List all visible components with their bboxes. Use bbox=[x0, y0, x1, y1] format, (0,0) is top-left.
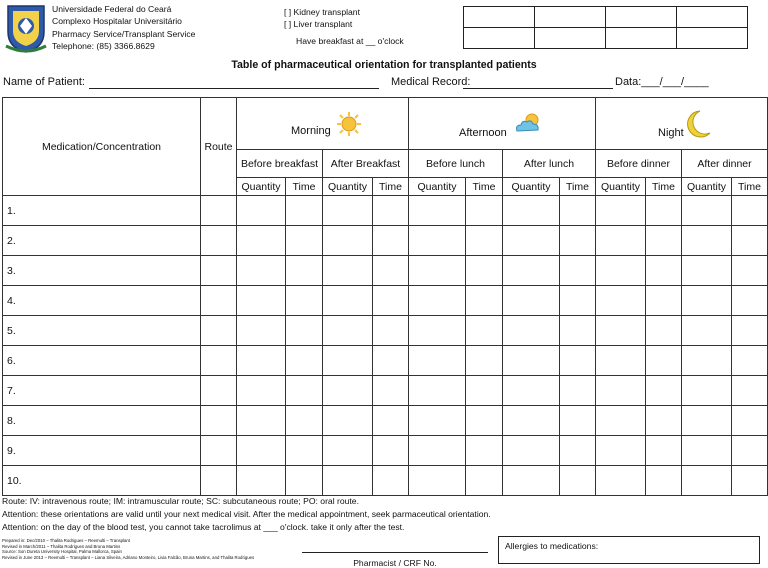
quantity-cell[interactable] bbox=[503, 286, 560, 316]
time-cell[interactable] bbox=[646, 376, 682, 406]
grid-cell[interactable] bbox=[464, 7, 535, 28]
route-cell[interactable] bbox=[201, 316, 237, 346]
medication-header: Medication/Concentration bbox=[3, 98, 201, 196]
time-cell[interactable] bbox=[732, 256, 768, 286]
time-header: Time bbox=[646, 178, 682, 196]
grid-cell[interactable] bbox=[606, 28, 677, 49]
quantity-cell[interactable] bbox=[237, 286, 286, 316]
moon-icon bbox=[684, 109, 712, 139]
patient-name-label: Name of Patient: bbox=[3, 76, 85, 88]
quantity-cell[interactable] bbox=[323, 316, 373, 346]
quantity-cell[interactable] bbox=[409, 466, 466, 496]
time-cell[interactable] bbox=[732, 316, 768, 346]
route-cell[interactable] bbox=[201, 436, 237, 466]
grid-cell[interactable] bbox=[677, 7, 748, 28]
time-cell[interactable] bbox=[646, 466, 682, 496]
time-cell[interactable] bbox=[646, 406, 682, 436]
quantity-cell[interactable] bbox=[237, 316, 286, 346]
quantity-cell[interactable] bbox=[409, 286, 466, 316]
period-label: Night bbox=[658, 126, 684, 139]
quantity-cell[interactable] bbox=[409, 346, 466, 376]
pharmacist-signature-line[interactable] bbox=[302, 552, 488, 553]
quantity-cell[interactable] bbox=[409, 436, 466, 466]
row-number: 8. bbox=[7, 414, 16, 427]
time-cell[interactable] bbox=[466, 226, 503, 256]
period-night bbox=[596, 98, 768, 150]
time-cell[interactable] bbox=[373, 376, 409, 406]
time-cell[interactable] bbox=[560, 316, 596, 346]
breakfast-note: Have breakfast at __ o'clock bbox=[296, 36, 404, 46]
quantity-cell[interactable] bbox=[596, 346, 646, 376]
kidney-transplant-checkbox[interactable]: [ ] Kidney transplant bbox=[284, 7, 360, 17]
route-cell[interactable] bbox=[201, 406, 237, 436]
time-cell[interactable] bbox=[646, 226, 682, 256]
allergies-box[interactable] bbox=[498, 536, 760, 564]
route-cell[interactable] bbox=[201, 466, 237, 496]
time-cell[interactable] bbox=[373, 316, 409, 346]
row-number: 2. bbox=[7, 234, 16, 247]
time-cell[interactable] bbox=[560, 196, 596, 226]
institution-line: Universidade Federal do Ceará bbox=[52, 4, 172, 14]
quantity-cell[interactable] bbox=[409, 376, 466, 406]
time-cell[interactable] bbox=[560, 256, 596, 286]
grid-cell[interactable] bbox=[464, 28, 535, 49]
medication-cell[interactable] bbox=[3, 436, 201, 466]
time-cell[interactable] bbox=[560, 406, 596, 436]
time-cell[interactable] bbox=[286, 196, 323, 226]
quantity-cell[interactable] bbox=[596, 316, 646, 346]
time-cell[interactable] bbox=[373, 256, 409, 286]
quantity-cell[interactable] bbox=[409, 256, 466, 286]
quantity-cell[interactable] bbox=[682, 436, 732, 466]
row-number: 6. bbox=[7, 354, 16, 367]
quantity-cell[interactable] bbox=[409, 316, 466, 346]
row-number: 1. bbox=[7, 204, 16, 217]
liver-transplant-checkbox[interactable]: [ ] Liver transplant bbox=[284, 19, 353, 29]
time-cell[interactable] bbox=[286, 316, 323, 346]
time-cell[interactable] bbox=[373, 286, 409, 316]
quantity-cell[interactable] bbox=[237, 376, 286, 406]
quantity-cell[interactable] bbox=[682, 196, 732, 226]
row-number: 10. bbox=[7, 474, 22, 487]
time-cell[interactable] bbox=[732, 286, 768, 316]
quantity-cell[interactable] bbox=[409, 406, 466, 436]
quantity-cell[interactable] bbox=[237, 256, 286, 286]
time-cell[interactable] bbox=[286, 346, 323, 376]
quantity-header: Quantity bbox=[409, 178, 466, 196]
quantity-cell[interactable] bbox=[596, 376, 646, 406]
credits bbox=[2, 538, 254, 560]
time-cell[interactable] bbox=[466, 406, 503, 436]
time-cell[interactable] bbox=[286, 376, 323, 406]
period-afternoon bbox=[409, 98, 596, 150]
medication-cell[interactable] bbox=[3, 376, 201, 406]
time-cell[interactable] bbox=[646, 196, 682, 226]
medication-cell[interactable] bbox=[3, 466, 201, 496]
medication-cell[interactable] bbox=[3, 196, 201, 226]
quantity-header: Quantity bbox=[503, 178, 560, 196]
period-morning bbox=[237, 98, 409, 150]
medical-record-field[interactable] bbox=[463, 76, 613, 89]
credit-line: Revised in June 2013 – Reemulti – Transplant – Liana Silveira, Adriano Monteiro, Livia Falcão, Bruna Martins, and Thalita Rodrigues bbox=[2, 554, 255, 560]
period-label: Morning bbox=[291, 124, 331, 137]
route-cell[interactable] bbox=[201, 346, 237, 376]
quantity-header: Quantity bbox=[596, 178, 646, 196]
quantity-cell[interactable] bbox=[237, 406, 286, 436]
university-seal-logo bbox=[4, 2, 48, 54]
sun-icon bbox=[337, 112, 361, 136]
cloud-sun-icon bbox=[513, 111, 543, 135]
meal-header: Before breakfast bbox=[237, 150, 323, 178]
quantity-cell[interactable] bbox=[503, 376, 560, 406]
route-header: Route bbox=[201, 98, 237, 196]
quantity-cell[interactable] bbox=[596, 256, 646, 286]
time-cell[interactable] bbox=[732, 346, 768, 376]
credit-line: Revised in March/2011 – Thalita Rodrigues and Bruna Martins bbox=[2, 543, 121, 549]
route-cell[interactable] bbox=[201, 256, 237, 286]
quantity-cell[interactable] bbox=[503, 316, 560, 346]
quantity-cell[interactable] bbox=[682, 376, 732, 406]
table-row bbox=[3, 466, 768, 496]
quantity-cell[interactable] bbox=[682, 406, 732, 436]
institution-line: Pharmacy Service/Transplant Service bbox=[52, 28, 196, 39]
quantity-cell[interactable] bbox=[682, 466, 732, 496]
medication-cell[interactable] bbox=[3, 226, 201, 256]
date-field[interactable]: Data:___/___/____ bbox=[615, 76, 709, 88]
time-header: Time bbox=[560, 178, 596, 196]
quantity-cell[interactable] bbox=[503, 226, 560, 256]
time-cell[interactable] bbox=[466, 346, 503, 376]
patient-name-field[interactable] bbox=[89, 76, 379, 89]
quantity-header: Quantity bbox=[323, 178, 373, 196]
table-row bbox=[3, 376, 768, 406]
time-cell[interactable] bbox=[732, 406, 768, 436]
row-number: 9. bbox=[7, 444, 16, 457]
quantity-cell[interactable] bbox=[596, 436, 646, 466]
table-row bbox=[3, 346, 768, 376]
quantity-cell[interactable] bbox=[503, 436, 560, 466]
allergies-label: Allergies to medications: bbox=[505, 541, 599, 551]
time-cell[interactable] bbox=[373, 226, 409, 256]
quantity-cell[interactable] bbox=[409, 226, 466, 256]
grid-cell[interactable] bbox=[606, 7, 677, 28]
route-cell[interactable] bbox=[201, 226, 237, 256]
quantity-cell[interactable] bbox=[682, 346, 732, 376]
medication-cell[interactable] bbox=[3, 316, 201, 346]
medical-record-label: Medical Record: bbox=[391, 76, 471, 88]
time-header: Time bbox=[373, 178, 409, 196]
quantity-cell[interactable] bbox=[596, 196, 646, 226]
time-cell[interactable] bbox=[373, 346, 409, 376]
time-cell[interactable] bbox=[560, 376, 596, 406]
credit-line: Prepared in: Dec/2010 – Thalita Rodrigues – Reemulti – Transplant bbox=[2, 538, 130, 543]
meal-header: After Breakfast bbox=[323, 150, 409, 178]
table-row bbox=[3, 316, 768, 346]
table-row bbox=[3, 286, 768, 316]
quantity-cell[interactable] bbox=[237, 436, 286, 466]
quantity-cell[interactable] bbox=[682, 316, 732, 346]
time-cell[interactable] bbox=[286, 226, 323, 256]
time-cell[interactable] bbox=[466, 256, 503, 286]
table-row bbox=[3, 226, 768, 256]
quantity-cell[interactable] bbox=[596, 466, 646, 496]
row-number: 4. bbox=[7, 294, 16, 307]
time-cell[interactable] bbox=[646, 286, 682, 316]
row-number: 7. bbox=[7, 384, 16, 397]
time-cell[interactable] bbox=[286, 256, 323, 286]
quantity-cell[interactable] bbox=[323, 436, 373, 466]
time-cell[interactable] bbox=[732, 226, 768, 256]
quantity-cell[interactable] bbox=[682, 256, 732, 286]
blood-test-note: Attention: on the day of the blood test, you cannot take tacrolimus at ___ o'clock. take it only after the test. bbox=[2, 522, 405, 532]
quantity-cell[interactable] bbox=[323, 376, 373, 406]
time-cell[interactable] bbox=[466, 316, 503, 346]
quantity-cell[interactable] bbox=[237, 226, 286, 256]
quantity-cell[interactable] bbox=[237, 466, 286, 496]
table-row bbox=[3, 256, 768, 286]
quantity-cell[interactable] bbox=[323, 196, 373, 226]
transplant-options bbox=[284, 6, 360, 30]
meal-header: Before lunch bbox=[409, 150, 503, 178]
time-cell[interactable] bbox=[732, 466, 768, 496]
table-row bbox=[3, 406, 768, 436]
quantity-cell[interactable] bbox=[596, 226, 646, 256]
quantity-cell[interactable] bbox=[596, 286, 646, 316]
medication-table bbox=[2, 97, 768, 496]
time-cell[interactable] bbox=[560, 346, 596, 376]
time-cell[interactable] bbox=[373, 436, 409, 466]
quantity-cell[interactable] bbox=[503, 196, 560, 226]
time-cell[interactable] bbox=[560, 466, 596, 496]
table-row bbox=[3, 436, 768, 466]
time-cell[interactable] bbox=[286, 286, 323, 316]
medication-cell[interactable] bbox=[3, 286, 201, 316]
quantity-cell[interactable] bbox=[323, 466, 373, 496]
time-cell[interactable] bbox=[286, 436, 323, 466]
medication-cell[interactable] bbox=[3, 256, 201, 286]
time-cell[interactable] bbox=[732, 436, 768, 466]
row-number: 3. bbox=[7, 264, 16, 277]
time-cell[interactable] bbox=[466, 196, 503, 226]
time-header: Time bbox=[466, 178, 503, 196]
quantity-cell[interactable] bbox=[323, 346, 373, 376]
quantity-cell[interactable] bbox=[503, 406, 560, 436]
time-cell[interactable] bbox=[466, 376, 503, 406]
route-cell[interactable] bbox=[201, 196, 237, 226]
time-cell[interactable] bbox=[646, 436, 682, 466]
grid-cell[interactable] bbox=[535, 7, 606, 28]
quantity-header: Quantity bbox=[237, 178, 286, 196]
credit-line: Source: Son Dureta University Hospital, Palma Mallorca, Spain bbox=[2, 549, 122, 555]
quantity-cell[interactable] bbox=[323, 406, 373, 436]
grid-cell[interactable] bbox=[677, 28, 748, 49]
time-cell[interactable] bbox=[373, 466, 409, 496]
time-cell[interactable] bbox=[646, 346, 682, 376]
time-cell[interactable] bbox=[560, 286, 596, 316]
quantity-cell[interactable] bbox=[323, 286, 373, 316]
quantity-cell[interactable] bbox=[503, 346, 560, 376]
meal-header: Before dinner bbox=[596, 150, 682, 178]
quantity-cell[interactable] bbox=[237, 346, 286, 376]
pharmacist-label: Pharmacist / CRF No. bbox=[353, 558, 437, 568]
time-cell[interactable] bbox=[373, 406, 409, 436]
time-cell[interactable] bbox=[646, 256, 682, 286]
quantity-header: Quantity bbox=[682, 178, 732, 196]
time-cell[interactable] bbox=[646, 316, 682, 346]
time-cell[interactable] bbox=[466, 286, 503, 316]
meal-header: After lunch bbox=[503, 150, 596, 178]
institution-phone: Telephone: (85) 3366.8629 bbox=[52, 41, 155, 52]
medication-cell[interactable] bbox=[3, 346, 201, 376]
route-legend: Route: IV: intravenous route; IM: intramuscular route; SC: subcutaneous route; PO: oral route. bbox=[2, 496, 359, 506]
grid-cell[interactable] bbox=[535, 28, 606, 49]
quantity-cell[interactable] bbox=[409, 196, 466, 226]
patient-info-row bbox=[3, 76, 765, 90]
route-cell[interactable] bbox=[201, 376, 237, 406]
validity-note: Attention: these orientations are valid until your next medical visit. After the medical appointment, seek parmaceutical orientation. bbox=[2, 509, 491, 519]
quantity-cell[interactable] bbox=[682, 226, 732, 256]
route-cell[interactable] bbox=[201, 286, 237, 316]
meal-header: After dinner bbox=[682, 150, 768, 178]
time-cell[interactable] bbox=[286, 406, 323, 436]
time-header: Time bbox=[732, 178, 768, 196]
institution-info bbox=[52, 3, 195, 53]
time-cell[interactable] bbox=[732, 196, 768, 226]
time-cell[interactable] bbox=[286, 466, 323, 496]
time-cell[interactable] bbox=[560, 226, 596, 256]
row-number: 5. bbox=[7, 324, 16, 337]
quantity-cell[interactable] bbox=[323, 226, 373, 256]
time-cell[interactable] bbox=[466, 466, 503, 496]
page-title: Table of pharmaceutical orientation for transplanted patients bbox=[231, 59, 537, 71]
time-cell[interactable] bbox=[466, 436, 503, 466]
header-grid bbox=[463, 6, 748, 49]
quantity-cell[interactable] bbox=[596, 406, 646, 436]
time-cell[interactable] bbox=[732, 376, 768, 406]
quantity-cell[interactable] bbox=[503, 256, 560, 286]
medication-rows bbox=[3, 196, 768, 496]
medication-cell[interactable] bbox=[3, 406, 201, 436]
time-cell[interactable] bbox=[560, 436, 596, 466]
quantity-cell[interactable] bbox=[237, 196, 286, 226]
quantity-cell[interactable] bbox=[503, 466, 560, 496]
period-label: Afternoon bbox=[459, 126, 507, 139]
time-header: Time bbox=[286, 178, 323, 196]
table-row bbox=[3, 196, 768, 226]
quantity-cell[interactable] bbox=[323, 256, 373, 286]
quantity-cell[interactable] bbox=[682, 286, 732, 316]
institution-line: Complexo Hospitalar Universitário bbox=[52, 16, 182, 27]
time-cell[interactable] bbox=[373, 196, 409, 226]
